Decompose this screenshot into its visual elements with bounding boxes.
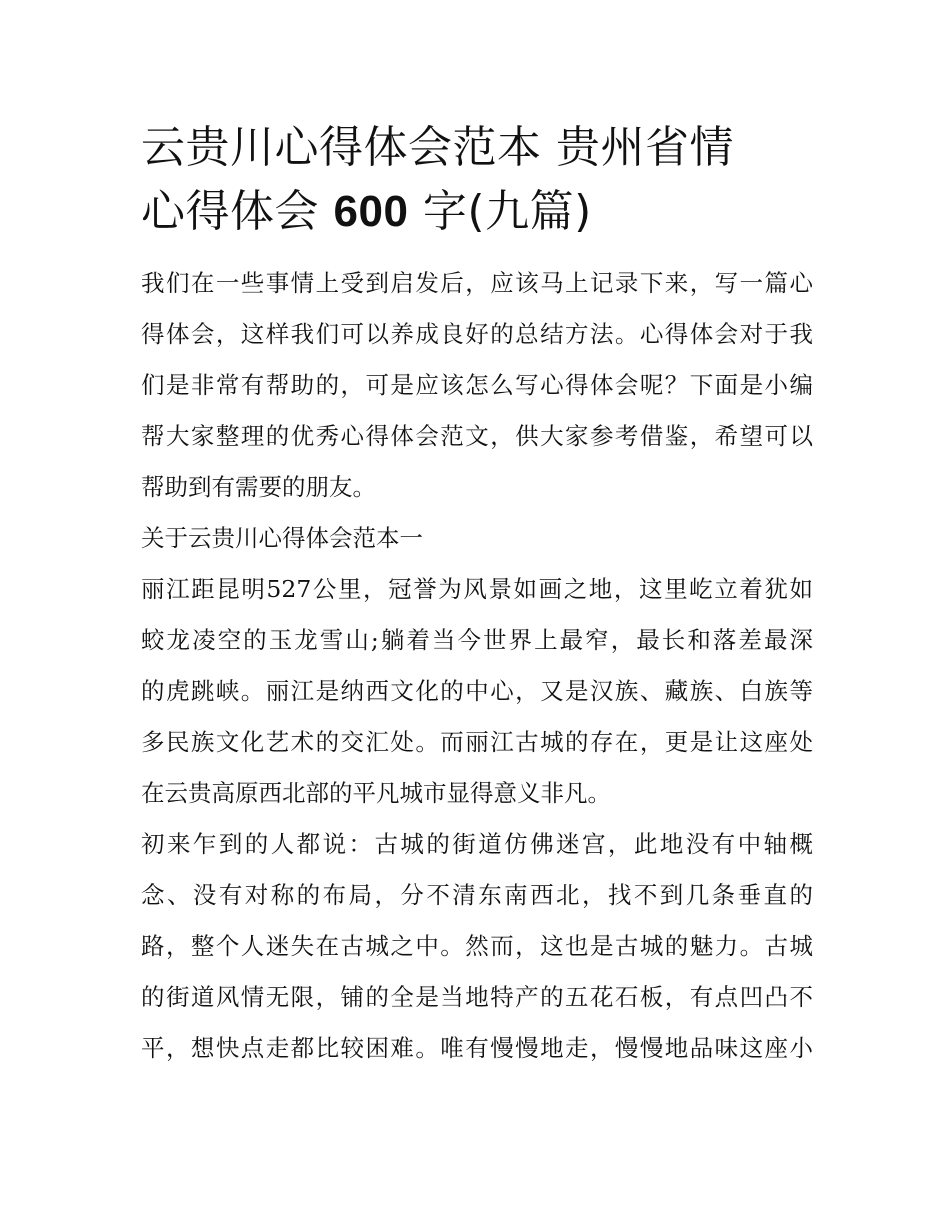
title-word-count: 600: [333, 187, 409, 236]
paragraph-line: 的街道风情无限，铺的全是当地特产的五花石板，有点凹凸不: [141, 983, 813, 1011]
paragraph-line: 初来乍到的人都说：古城的街道仿佛迷宫，此地没有中轴概: [141, 830, 813, 858]
paragraph-line: 多民族文化艺术的交汇处。而丽江古城的存在，更是让这座处: [141, 728, 813, 756]
document-body: [141, 116, 813, 1074]
title-line-1: 云贵川心得体会范本 贵州省情: [141, 122, 734, 173]
paragraph-line: 平，想快点走都比较困难。唯有慢慢地走，慢慢地品味这座小: [141, 1034, 813, 1062]
title-line-2-prefix: 心得体会: [141, 186, 319, 237]
intro-line: 们是非常有帮助的，可是应该怎么写心得体会呢？下面是小编: [141, 371, 813, 399]
paragraph-line: 路，整个人迷失在古城之中。然而，这也是古城的魅力。古城: [141, 932, 813, 960]
paragraph-line: 在云贵高原西北部的平凡城市显得意义非凡。: [141, 779, 611, 807]
intro-line: 帮大家整理的优秀心得体会范文，供大家参考借鉴，希望可以: [141, 422, 813, 450]
intro-line: 得体会，这样我们可以养成良好的总结方法。心得体会对于我: [141, 320, 813, 348]
paragraph-line: 蛟龙凌空的玉龙雪山;躺着当今世界上最窄，最长和落差最深: [141, 626, 813, 654]
intro-line: 我们在一些事情上受到启发后，应该马上记录下来，写一篇心: [141, 269, 813, 297]
title-line-2-suffix: 字(九篇): [422, 186, 592, 237]
section-heading: [141, 513, 813, 564]
body-paragraph-1: [141, 564, 813, 819]
paragraph-line: 的虎跳峡。丽江是纳西文化的中心，又是汉族、藏族、白族等: [141, 677, 813, 705]
paragraph-line: 念、没有对称的布局，分不清东南西北，找不到几条垂直的: [141, 881, 813, 909]
title-line-2: [141, 180, 813, 244]
intro-paragraph: [141, 258, 813, 513]
intro-line: 帮助到有需要的朋友。: [141, 473, 376, 501]
document-title: [141, 116, 813, 244]
body-paragraph-2: [141, 819, 813, 1074]
section-heading-text: 关于云贵川心得体会范本一: [141, 524, 423, 552]
paragraph-line: 丽江距昆明527公里，冠誉为风景如画之地，这里屹立着犹如: [141, 575, 813, 603]
